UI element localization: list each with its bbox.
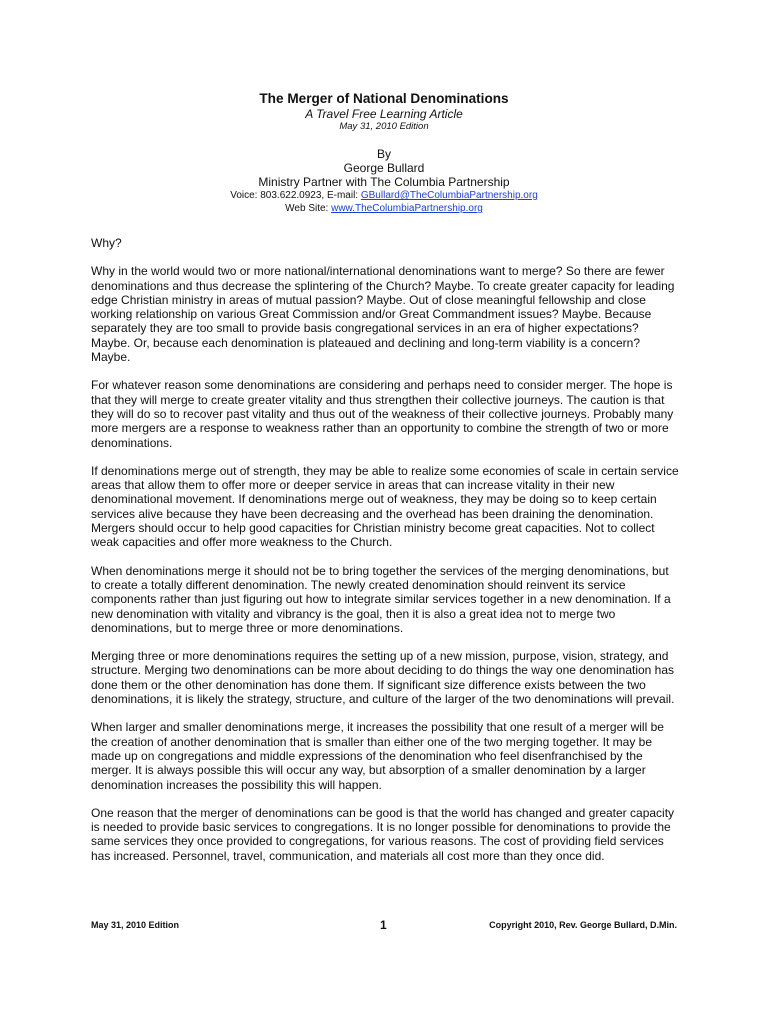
page-footer bbox=[91, 918, 677, 934]
website-label: Web Site: bbox=[285, 203, 332, 214]
paragraph: If denominations merge out of strength, they may be able to realize some economies of scale in certain service areas that allow them to offer more or deeper service in areas that can increase vitality in their new denominational movement. If denominations merge out of weakness, they may be doing so to keep certain services alive because they have been decreasing and the overhead has been draining the denomination. Mergers should occur to help good capacities for Christian ministry become great capacities. Not to collect weak capacities and offer more weakness to the Church. bbox=[91, 463, 679, 550]
paragraph: When larger and smaller denominations merge, it increases the possibility that one result of a merger will be the creation of another denomination that is smaller than either one of the two merging together. It may be made up on congregations and middle expressions of the denomination who feel disenfranchised by the merger. It is always possible this will occur any way, but absorption of a smaller denomination by a larger denomination increases the possibility this will happen. bbox=[91, 720, 664, 792]
footer-edition: May 31, 2010 Edition bbox=[91, 920, 180, 930]
article-subtitle: A Travel Free Learning Article bbox=[305, 107, 463, 121]
page-number: 1 bbox=[380, 918, 387, 932]
footer-copyright: Copyright 2010, Rev. George Bullard, D.Min. bbox=[489, 920, 677, 930]
paragraph: Why in the world would two or more national/international denominations want to merge? So there are fewer denominations and thus decrease the splintering of the Church? Maybe. To create greater capacity for leading edge Christian ministry in areas of mutual passion? Maybe. Out of close meaningful fellowship and close working relationship on various Great Commission and/or Great Commandment issues? Maybe. Because separately they are too small to provide basis congregational services in an era of higher expectations? Maybe. Or, because each denomination is plateaued and declining and long-term viability is a concern? Maybe. bbox=[91, 264, 675, 365]
website-link[interactable]: www.TheColumbiaPartnership.org bbox=[331, 203, 483, 214]
article-header bbox=[0, 90, 768, 215]
contact-line bbox=[0, 189, 768, 202]
author-role: Ministry Partner with The Columbia Partnership bbox=[258, 175, 510, 189]
paragraph: When denominations merge it should not be to bring together the services of the merging denominations, but to create a totally different denomination. The newly created denomination should reinvent its service components rather than just figuring out how to integrate similar services together in a new denomination. If a new denomination with vitality and vibrancy is the goal, then it is also a great idea not to merge two denominations, but to merge three or more denominations. bbox=[91, 563, 671, 635]
paragraph: Why? bbox=[91, 236, 122, 250]
article-title: The Merger of National Denominations bbox=[259, 91, 509, 106]
paragraph: For whatever reason some denominations are considering and perhaps need to consider merger. The hope is that they will merge to create greater vitality and thus strengthen their collective journeys. The caution is that they will do so to recover past vitality and thus out of the weakness of their collective journeys. Probably many more mergers are a response to weakness rather than an opportunity to combine the strength of two or more denominations. bbox=[91, 378, 674, 450]
paragraph: Merging three or more denominations requires the setting up of a new mission, purpose, vision, strategy, and structure. Merging two denominations can be more about deciding to do things the way one denomination has done them or the other denomination has done them. If significant size difference exists between the two denominations, it is likely the strategy, structure, and culture of the larger of the two denominations will prevail. bbox=[91, 649, 675, 707]
article-edition: May 31, 2010 Edition bbox=[339, 121, 429, 132]
author-name: George Bullard bbox=[343, 161, 425, 175]
website-line bbox=[0, 202, 768, 215]
paragraph: One reason that the merger of denominations can be good is that the world has changed and greater capacity is needed to provide basic services to congregations. It is no longer possible for denominations to provide the same services they once provided to congregations, for various reasons. The cost of providing field services has increased. Personnel, travel, communication, and materials all cost more than they once did. bbox=[91, 805, 675, 863]
voice-label: Voice: 803.622.0923, E-mail: bbox=[230, 190, 361, 201]
email-link[interactable]: GBullard@TheColumbiaPartnership.org bbox=[360, 190, 538, 201]
byline bbox=[0, 147, 768, 189]
article-body bbox=[91, 236, 681, 877]
by-label: By bbox=[376, 147, 391, 161]
